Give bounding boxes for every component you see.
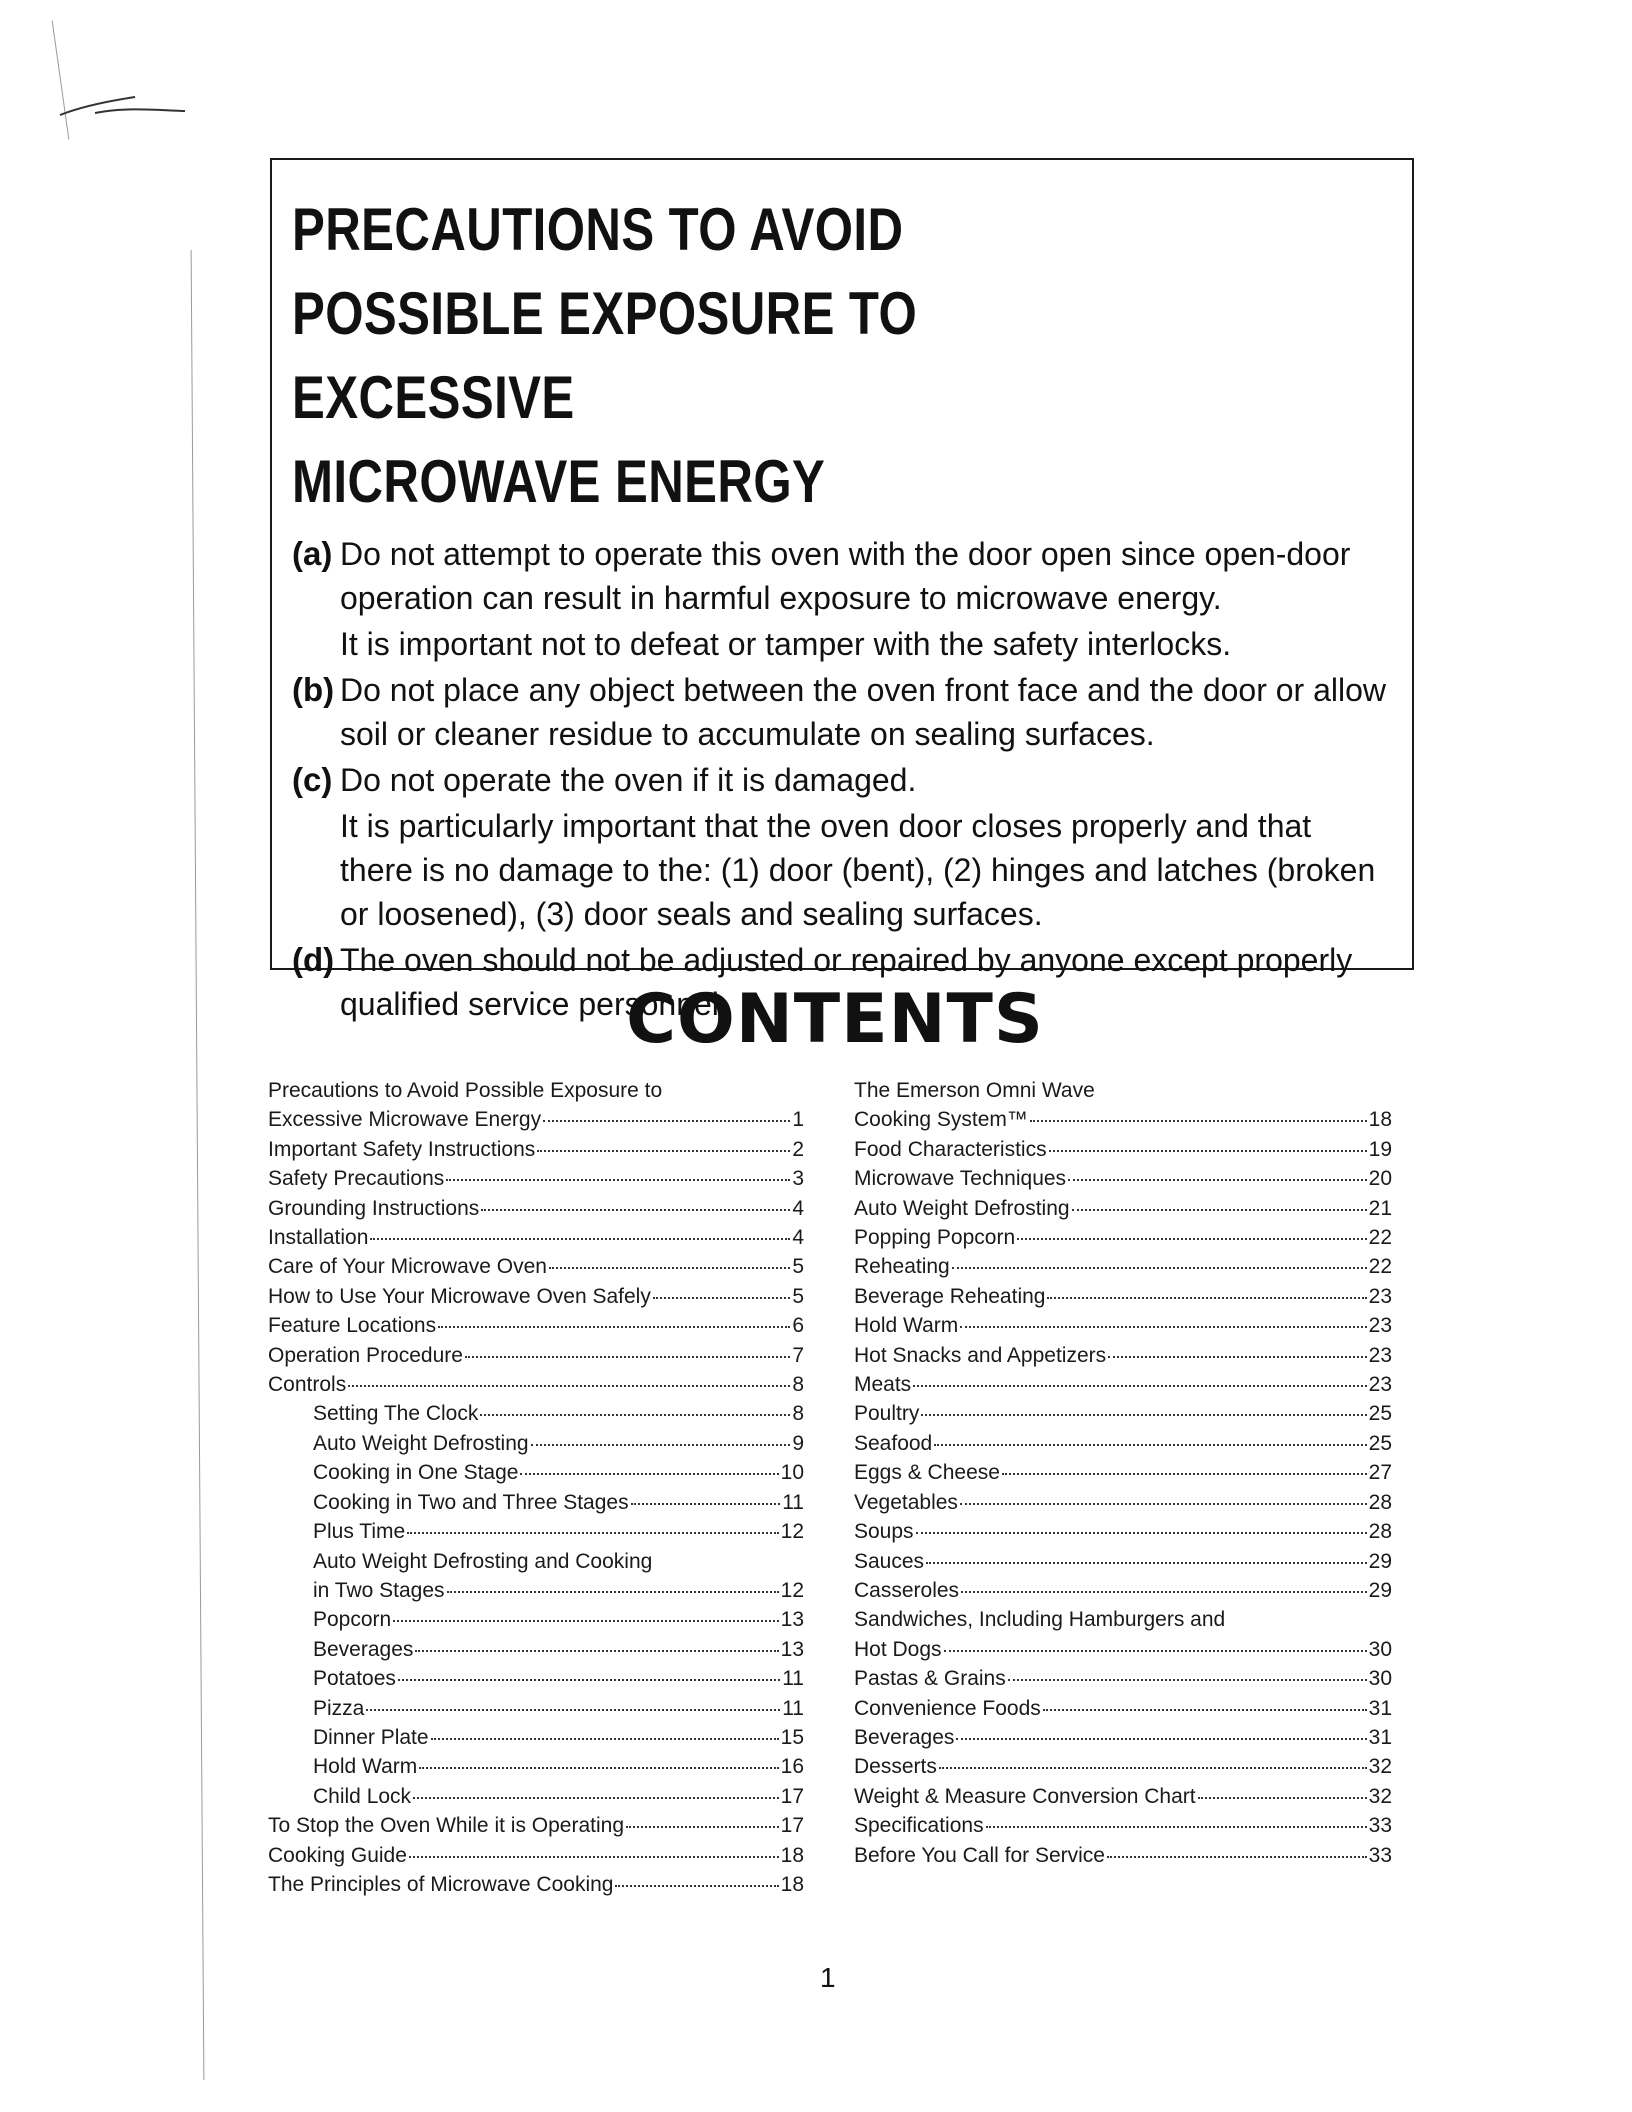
contents-right-column: [854, 1076, 1392, 1870]
toc-entry-page: 11: [782, 1490, 804, 1514]
toc-entry-label: Pizza: [313, 1696, 365, 1720]
toc-leader-dots: [431, 1738, 779, 1740]
precaution-text: Do not place any object between the oven front face and the door or allow soil or cleaner residue to accumulate on sealing surfaces.: [340, 672, 1387, 752]
toc-entry: [854, 1752, 1392, 1781]
toc-entry: [854, 1341, 1392, 1370]
toc-entry-page: 18: [1368, 1108, 1392, 1132]
toc-entry: [854, 1164, 1392, 1193]
toc-entry-page: 16: [780, 1755, 804, 1779]
toc-leader-dots: [393, 1620, 778, 1622]
toc-entry-prefix: Precautions to Avoid Possible Exposure to: [268, 1079, 663, 1102]
toc-entry: [268, 1841, 804, 1870]
toc-entry-label: Care of Your Microwave Oven: [268, 1255, 547, 1279]
toc-entry: [854, 1811, 1392, 1840]
toc-entry-label: Grounding Instructions: [268, 1196, 480, 1220]
toc-entry-page: 32: [1368, 1755, 1392, 1779]
toc-entry: [268, 1517, 804, 1546]
toc-entry: [854, 1723, 1392, 1752]
toc-leader-dots: [348, 1385, 790, 1387]
toc-entry-label: Specifications: [854, 1814, 984, 1838]
toc-leader-dots: [1002, 1473, 1367, 1475]
toc-leader-dots: [1107, 1856, 1367, 1858]
toc-entry-page: 29: [1368, 1549, 1392, 1573]
toc-entry: [268, 1341, 804, 1370]
toc-leader-dots: [1108, 1356, 1366, 1358]
scan-margin-line: [191, 250, 205, 2080]
toc-leader-dots: [465, 1356, 790, 1358]
toc-entry: [854, 1664, 1392, 1693]
toc-entry-page: 12: [780, 1520, 804, 1544]
toc-leader-dots: [1068, 1179, 1367, 1181]
toc-entry-label: in Two Stages: [313, 1578, 445, 1602]
toc-entry: [268, 1429, 804, 1458]
toc-entry: [854, 1488, 1392, 1517]
toc-entry: [268, 1723, 804, 1752]
precautions-title: [292, 188, 1194, 524]
toc-entry: [854, 1517, 1392, 1546]
toc-leader-dots: [1017, 1238, 1367, 1240]
precaution-text: It is particularly important that the oven door closes properly and that there is no damage to the: (1) door (bent), (2) hinges and latches (broken or loosened), (3) door seals and sealing surfaces.: [340, 808, 1376, 932]
toc-leader-dots: [520, 1473, 778, 1475]
toc-entry: [268, 1194, 804, 1223]
precautions-title-line: POSSIBLE EXPOSURE TO EXCESSIVE: [292, 280, 918, 431]
toc-entry-page: 30: [1368, 1637, 1392, 1661]
toc-entry: [854, 1576, 1392, 1605]
toc-leader-dots: [543, 1120, 790, 1122]
toc-entry-label: Pastas & Grains: [854, 1667, 1006, 1691]
toc-entry: [268, 1399, 804, 1428]
toc-entry: [854, 1547, 1392, 1576]
toc-entry-label: Cooking Guide: [268, 1843, 407, 1867]
toc-entry-page: 23: [1368, 1343, 1392, 1367]
toc-entry-label: Installation: [268, 1226, 369, 1250]
precaution-text: Do not attempt to operate this oven with the door open since open-door operation can result in harmful exposure to microwave energy.: [340, 536, 1351, 616]
toc-entry-page: 31: [1368, 1696, 1392, 1720]
page-number: 1: [820, 1962, 836, 1993]
toc-leader-dots: [531, 1444, 791, 1446]
toc-entry-label: Reheating: [854, 1255, 950, 1279]
toc-leader-dots: [549, 1267, 790, 1269]
toc-entry: [854, 1458, 1392, 1487]
precautions-list: [292, 532, 1392, 1026]
toc-leader-dots: [1047, 1297, 1366, 1299]
toc-leader-dots: [1049, 1150, 1367, 1152]
precaution-text: The oven should not be adjusted or repaired by anyone except properly qualified service personnel.: [340, 942, 1353, 1022]
toc-entry-label: Cooking System™: [854, 1108, 1028, 1132]
toc-entry: [268, 1135, 804, 1164]
toc-entry-label: Hot Snacks and Appetizers: [854, 1343, 1107, 1367]
toc-entry-page: 11: [782, 1696, 804, 1720]
toc-entry-label: How to Use Your Microwave Oven Safely: [268, 1284, 651, 1308]
toc-entry-page: 30: [1368, 1667, 1392, 1691]
toc-entry-page: 5: [792, 1255, 804, 1279]
toc-entry-label: Hot Dogs: [854, 1637, 942, 1661]
toc-entry: [854, 1429, 1392, 1458]
toc-leader-dots: [537, 1150, 790, 1152]
toc-entry-page: 1: [792, 1108, 804, 1132]
toc-leader-dots: [370, 1238, 790, 1240]
toc-leader-dots: [960, 1326, 1366, 1328]
toc-leader-dots: [1043, 1709, 1367, 1711]
toc-entry-label: Important Safety Instructions: [268, 1137, 536, 1161]
contents-title: CONTENTS: [626, 980, 1044, 1059]
precaution-letter: (c): [292, 761, 333, 798]
toc-entry: [268, 1664, 804, 1693]
precaution-letter: (d): [292, 941, 335, 978]
toc-entry: [854, 1399, 1392, 1428]
toc-entry-label: Poultry: [854, 1402, 920, 1426]
toc-entry-label: Feature Locations: [268, 1314, 437, 1338]
toc-leader-dots: [366, 1709, 780, 1711]
toc-entry-page: 8: [792, 1373, 804, 1397]
toc-entry: [268, 1370, 804, 1399]
toc-leader-dots: [986, 1826, 1367, 1828]
toc-entry: [854, 1370, 1392, 1399]
toc-entry-page: 23: [1368, 1284, 1392, 1308]
toc-entry-label: Casseroles: [854, 1578, 960, 1602]
pen-mark: [55, 85, 195, 125]
toc-entry-label: Eggs & Cheese: [854, 1461, 1000, 1485]
toc-leader-dots: [956, 1738, 1366, 1740]
toc-entry-page: 33: [1368, 1814, 1392, 1838]
toc-entry-page: 10: [780, 1461, 804, 1485]
toc-entry-label: Hold Warm: [854, 1314, 959, 1338]
toc-leader-dots: [615, 1885, 778, 1887]
toc-entry-page: 6: [792, 1314, 804, 1338]
toc-entry: [268, 1605, 804, 1634]
toc-entry-page: 11: [782, 1667, 804, 1691]
toc-entry-page: 8: [792, 1402, 804, 1426]
toc-entry: [268, 1576, 804, 1605]
toc-entry-page: 25: [1368, 1431, 1392, 1455]
toc-leader-dots: [413, 1797, 779, 1799]
toc-entry-page: 13: [780, 1637, 804, 1661]
toc-entry: [268, 1282, 804, 1311]
toc-entry: [268, 1223, 804, 1252]
toc-entry-page: 21: [1368, 1196, 1392, 1220]
toc-leader-dots: [409, 1856, 779, 1858]
toc-entry-label: Potatoes: [313, 1667, 396, 1691]
toc-entry-label: Plus Time: [313, 1520, 406, 1544]
toc-entry: [268, 1870, 804, 1899]
toc-entry-label: Safety Precautions: [268, 1167, 445, 1191]
toc-entry-label: Beverage Reheating: [854, 1284, 1046, 1308]
toc-entry-label: Excessive Microwave Energy: [268, 1108, 542, 1132]
toc-leader-dots: [415, 1650, 778, 1652]
toc-entry-page: 12: [780, 1578, 804, 1602]
toc-entry-page: 9: [792, 1431, 804, 1455]
toc-leader-dots: [407, 1532, 778, 1534]
precaution-item: [292, 532, 1392, 666]
toc-entry-prefix: Sandwiches, Including Hamburgers and: [854, 1608, 1226, 1632]
toc-entry-page: 3: [792, 1167, 804, 1191]
toc-leader-dots: [960, 1503, 1367, 1505]
toc-entry-page: 17: [780, 1784, 804, 1808]
toc-entry-page: 27: [1368, 1461, 1392, 1485]
toc-entry: [854, 1282, 1392, 1311]
toc-leader-dots: [1008, 1679, 1367, 1681]
toc-leader-dots: [913, 1385, 1366, 1387]
toc-entry-page: 4: [792, 1196, 804, 1220]
toc-leader-dots: [952, 1267, 1367, 1269]
toc-leader-dots: [934, 1444, 1366, 1446]
contents-left-column: [268, 1076, 804, 1899]
toc-leader-dots: [921, 1414, 1366, 1416]
toc-entry-label: Controls: [268, 1373, 347, 1397]
precaution-text: Do not operate the oven if it is damaged.: [340, 762, 917, 798]
toc-entry: [854, 1782, 1392, 1811]
toc-entry-page: 28: [1368, 1490, 1392, 1514]
toc-entry: [854, 1223, 1392, 1252]
toc-entry: [268, 1752, 804, 1781]
toc-entry: [854, 1311, 1392, 1340]
precautions-title-line: PRECAUTIONS TO AVOID: [292, 196, 904, 263]
toc-entry: [268, 1458, 804, 1487]
toc-entry-label: Setting The Clock: [313, 1402, 479, 1426]
toc-leader-dots: [398, 1679, 780, 1681]
precaution-text: It is important not to defeat or tamper with the safety interlocks.: [340, 626, 1232, 662]
toc-entry-page: 33: [1368, 1843, 1392, 1867]
toc-entry-page: 13: [780, 1608, 804, 1632]
toc-entry-page: 18: [780, 1843, 804, 1867]
toc-entry: [268, 1811, 804, 1840]
toc-entry-label: Microwave Techniques: [854, 1167, 1067, 1191]
toc-entry: [854, 1841, 1392, 1870]
toc-entry-page: 22: [1368, 1226, 1392, 1250]
toc-entry-label: Beverages: [854, 1725, 955, 1749]
toc-leader-dots: [944, 1650, 1367, 1652]
toc-entry: [268, 1635, 804, 1664]
toc-leader-dots: [446, 1179, 790, 1181]
toc-leader-dots: [916, 1532, 1367, 1534]
toc-entry-page: 29: [1368, 1578, 1392, 1602]
toc-entry: [268, 1252, 804, 1281]
toc-entry-label: Sauces: [854, 1549, 925, 1573]
precaution-item: [292, 758, 1392, 936]
toc-entry-label: Beverages: [313, 1637, 414, 1661]
toc-entry-page: 32: [1368, 1784, 1392, 1808]
toc-leader-dots: [438, 1326, 790, 1328]
toc-entry: [854, 1135, 1392, 1164]
toc-entry-page: 23: [1368, 1314, 1392, 1338]
toc-entry-page: 17: [780, 1814, 804, 1838]
toc-entry-label: Vegetables: [854, 1490, 958, 1514]
toc-leader-dots: [447, 1591, 779, 1593]
toc-entry-prefix: The Emerson Omni Wave: [854, 1079, 1095, 1102]
toc-entry-page: 23: [1368, 1373, 1392, 1397]
toc-leader-dots: [1030, 1120, 1367, 1122]
toc-entry-label: Food Characteristics: [854, 1137, 1047, 1161]
toc-entry: [854, 1635, 1392, 1664]
toc-entry: [268, 1164, 804, 1193]
toc-entry-label: Cooking in Two and Three Stages: [313, 1490, 629, 1514]
toc-entry-page: 2: [792, 1137, 804, 1161]
toc-entry-label: To Stop the Oven While it is Operating: [268, 1814, 625, 1838]
toc-entry-label: Soups: [854, 1520, 914, 1544]
toc-leader-dots: [631, 1503, 781, 1505]
toc-leader-dots: [626, 1826, 779, 1828]
toc-entry: [854, 1105, 1392, 1134]
toc-leader-dots: [481, 1209, 790, 1211]
contents-list: [268, 1076, 804, 1899]
toc-entry-page: 25: [1368, 1402, 1392, 1426]
toc-entry-label: Popping Popcorn: [854, 1226, 1016, 1250]
toc-entry-label: Dinner Plate: [313, 1725, 429, 1749]
toc-entry-page: 20: [1368, 1167, 1392, 1191]
toc-entry-label: Auto Weight Defrosting: [854, 1196, 1070, 1220]
toc-entry: [268, 1782, 804, 1811]
toc-entry: [268, 1694, 804, 1723]
toc-entry-label: Weight & Measure Conversion Chart: [854, 1784, 1196, 1808]
toc-leader-dots: [419, 1767, 778, 1769]
toc-entry-page: 7: [792, 1343, 804, 1367]
toc-leader-dots: [926, 1562, 1367, 1564]
toc-leader-dots: [939, 1767, 1367, 1769]
toc-entry-label: Seafood: [854, 1431, 933, 1455]
toc-entry-label: Child Lock: [313, 1784, 412, 1808]
toc-entry-prefix: Auto Weight Defrosting and Cooking: [313, 1549, 653, 1573]
toc-entry-label: Desserts: [854, 1755, 937, 1779]
toc-leader-dots: [961, 1591, 1367, 1593]
toc-entry-label: Hold Warm: [313, 1755, 418, 1779]
precautions-title-line: MICROWAVE ENERGY: [292, 448, 826, 515]
toc-entry: [268, 1105, 804, 1134]
toc-entry-label: Cooking in One Stage: [313, 1461, 519, 1485]
toc-entry: [854, 1252, 1392, 1281]
precaution-item: [292, 668, 1392, 756]
toc-entry: [854, 1694, 1392, 1723]
precaution-letter: (b): [292, 671, 335, 708]
toc-entry: [854, 1194, 1392, 1223]
toc-entry-page: 28: [1368, 1520, 1392, 1544]
toc-leader-dots: [480, 1414, 790, 1416]
toc-entry: [268, 1488, 804, 1517]
toc-leader-dots: [1198, 1797, 1367, 1799]
toc-entry-page: 18: [780, 1872, 804, 1896]
toc-entry-label: Popcorn: [313, 1608, 392, 1632]
toc-entry-page: 4: [792, 1226, 804, 1250]
toc-entry-page: 22: [1368, 1255, 1392, 1279]
toc-entry: [268, 1311, 804, 1340]
toc-leader-dots: [653, 1297, 790, 1299]
toc-entry-label: Before You Call for Service: [854, 1843, 1105, 1867]
toc-entry-label: Auto Weight Defrosting: [313, 1431, 529, 1455]
contents-list: [854, 1076, 1392, 1870]
toc-entry-page: 31: [1368, 1725, 1392, 1749]
toc-entry-label: Convenience Foods: [854, 1696, 1041, 1720]
toc-entry-page: 19: [1368, 1137, 1392, 1161]
toc-entry-page: 5: [792, 1284, 804, 1308]
toc-entry-label: Meats: [854, 1373, 912, 1397]
toc-entry-page: 15: [780, 1725, 804, 1749]
toc-leader-dots: [1072, 1209, 1367, 1211]
toc-entry-label: Operation Procedure: [268, 1343, 463, 1367]
toc-entry-label: The Principles of Microwave Cooking: [268, 1872, 614, 1896]
precaution-letter: (a): [292, 535, 333, 572]
